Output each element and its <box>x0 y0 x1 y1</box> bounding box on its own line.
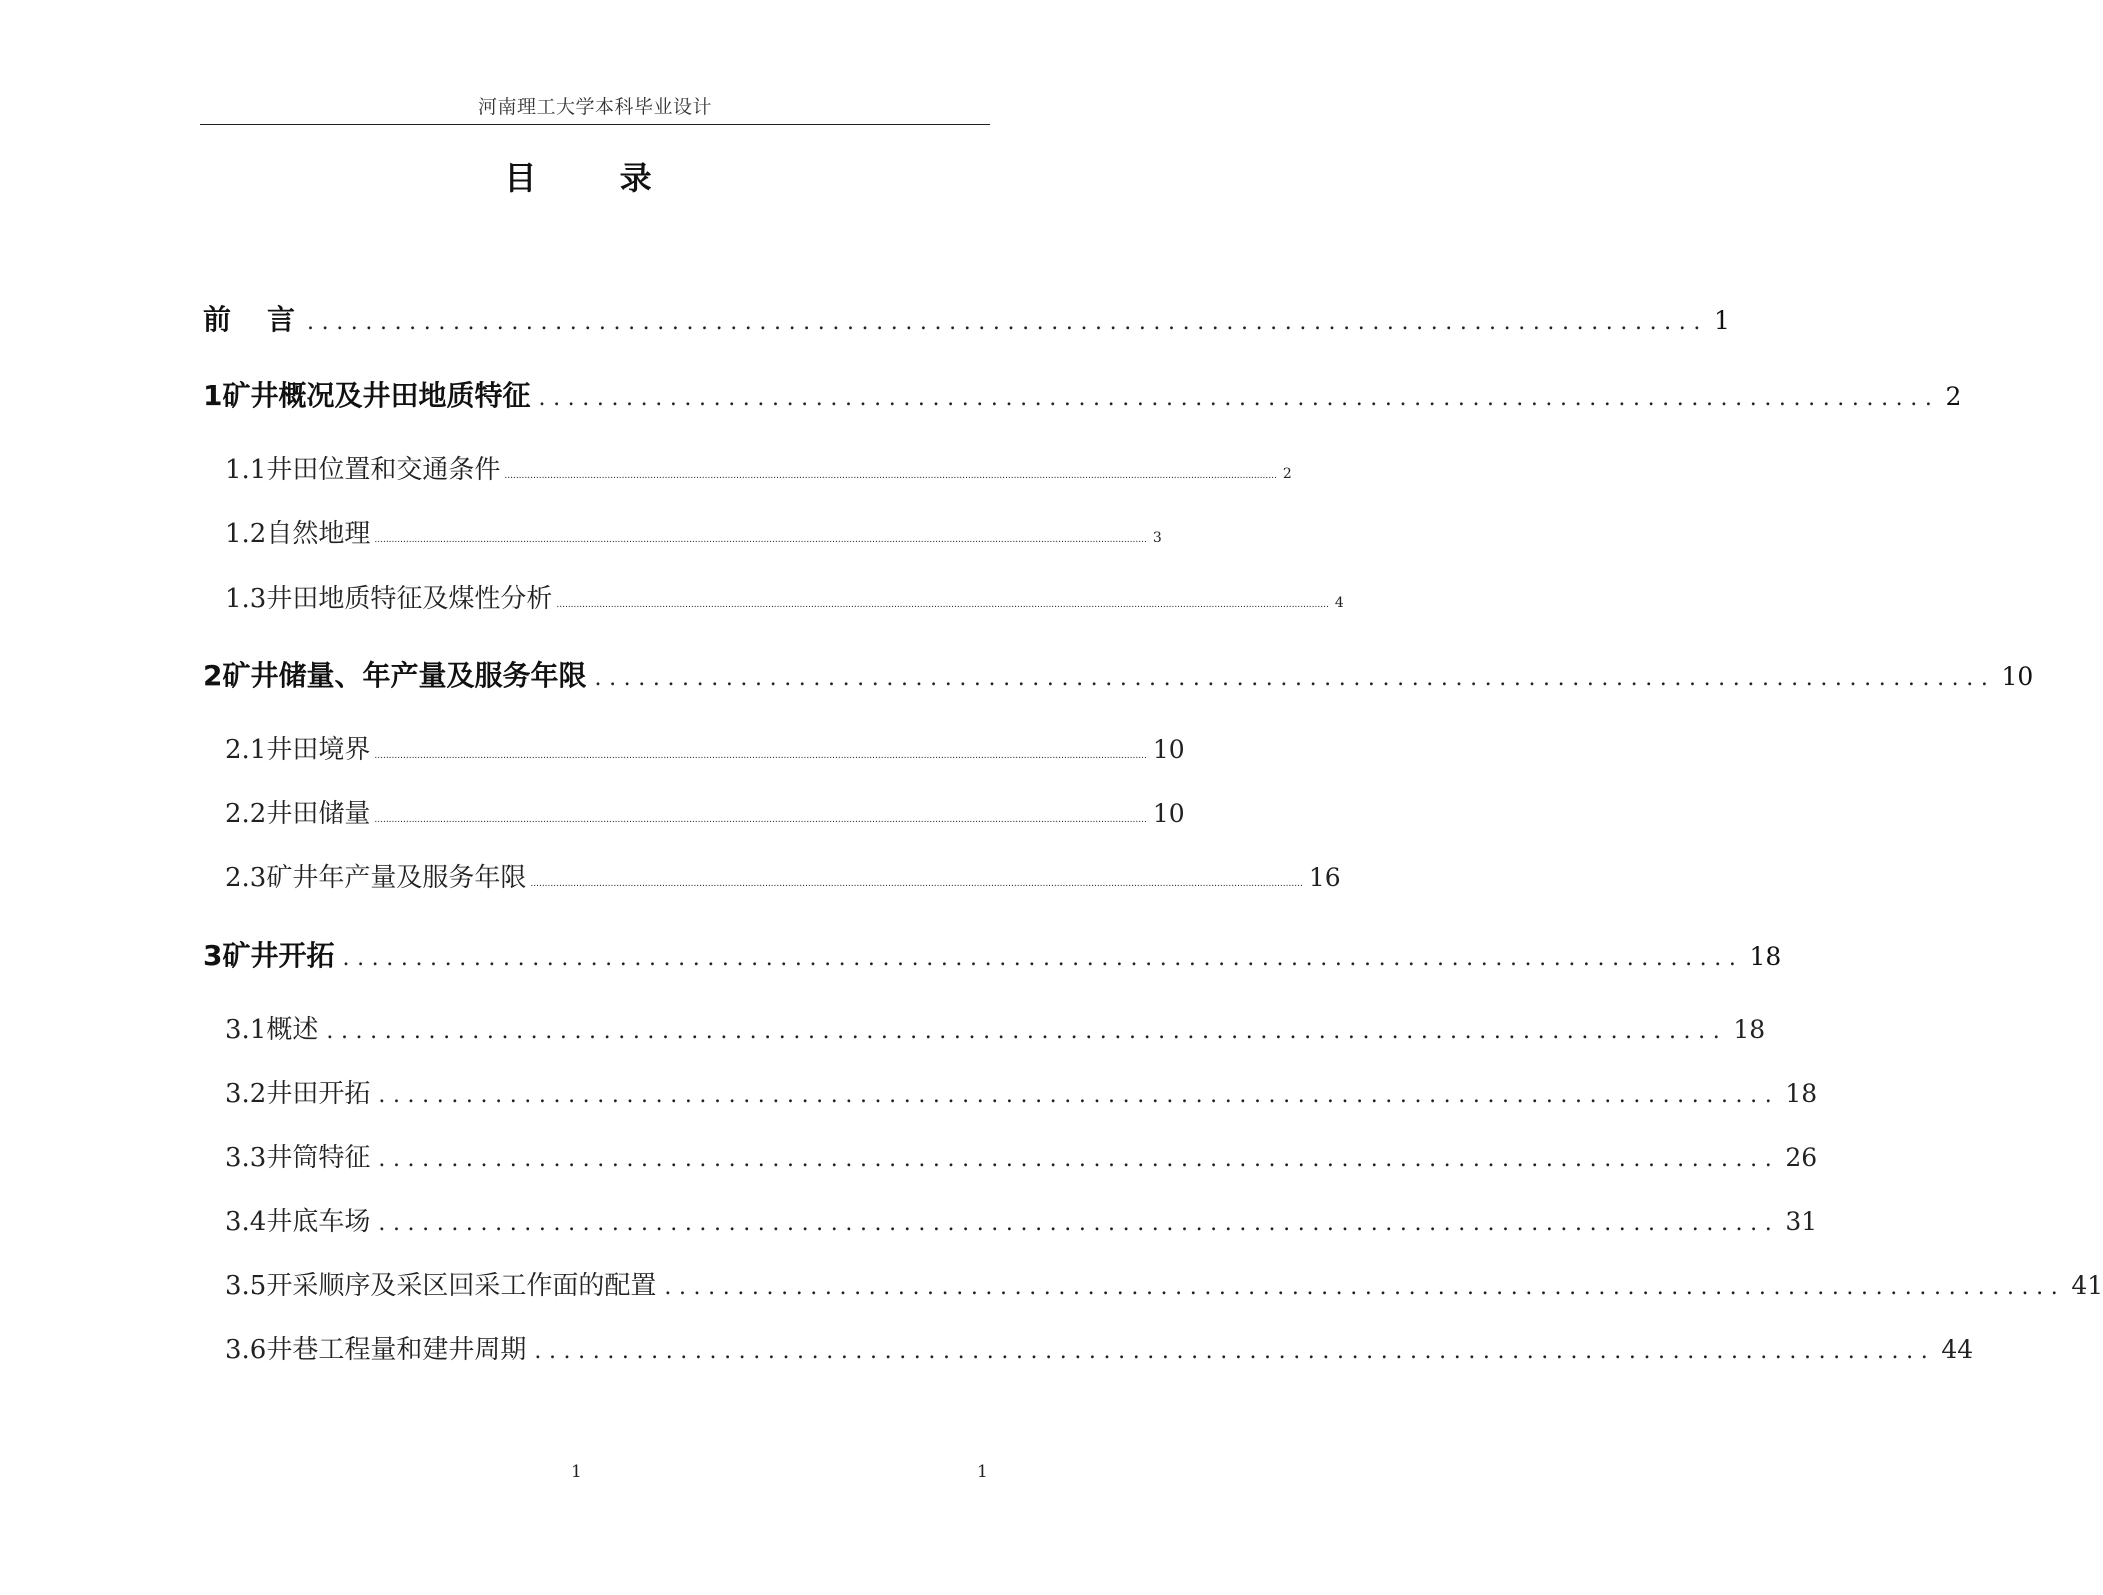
toc-entry-label: 井田境界 <box>266 735 371 765</box>
toc-entry-page: 2 <box>1945 382 1962 411</box>
toc-entry-number: 3.4 <box>225 1207 267 1237</box>
toc-entry-label: 概述 <box>266 1015 319 1045</box>
toc-leader: ................................................................................................ <box>664 1275 2066 1300</box>
toc-leader: .............................................................................................................................................................................................................................................................................. <box>504 471 1277 481</box>
toc-entry-page: 18 <box>1785 1079 1818 1108</box>
toc-entry-page: 44 <box>1941 1335 1974 1364</box>
toc-entry-label: 井田储量 <box>266 799 371 829</box>
toc-leader: ................................................................................................ <box>378 1083 1780 1108</box>
toc-entry-label: 开采顺序及采区回采工作面的配置 <box>266 1271 657 1301</box>
toc-leader: ................................................................................................ <box>538 386 1940 411</box>
toc-entry-number: 3.3 <box>225 1143 267 1173</box>
toc-entry-label: 矿井概况及井田地质特征 <box>222 379 531 412</box>
toc-entry-number: 1.3 <box>225 584 267 614</box>
toc-entry-number: 2.3 <box>225 863 267 893</box>
page-header <box>200 92 990 125</box>
toc-entry-number: 1.1 <box>225 455 267 485</box>
toc-leader: ................................................................................................ <box>378 1211 1780 1236</box>
toc-leader: .............................................................................................................................................................................................................................................................................. <box>530 879 1303 889</box>
toc-entry-page: 10 <box>1152 735 1185 764</box>
toc-entry-chapter-2[interactable] <box>0 656 2034 699</box>
toc-entry-page: 10 <box>1152 799 1185 828</box>
toc-entry-page: 4 <box>1334 595 1344 611</box>
toc-entry-chapter-3[interactable] <box>0 936 1782 979</box>
toc-entry-label: 井底车场 <box>266 1207 371 1237</box>
toc-entry-page: 3 <box>1152 530 1162 546</box>
toc-entry-page: 2 <box>1282 466 1292 482</box>
toc-entry-number: 3.2 <box>225 1079 267 1109</box>
toc-entry-page: 26 <box>1785 1143 1818 1172</box>
toc-entry-label: 矿井年产量及服务年限 <box>266 863 527 893</box>
toc-entry-section-2-1[interactable] <box>0 731 1185 775</box>
toc-entry-number: 1 <box>203 379 223 412</box>
toc-entry-label: 前 言 <box>203 303 300 336</box>
toc-entry-label: 井田开拓 <box>266 1079 371 1109</box>
toc-entry-page: 18 <box>1733 1015 1766 1044</box>
toc-entry-number: 1.2 <box>225 519 267 549</box>
footer-page-number-center: 1 <box>571 1462 582 1482</box>
toc-title: 目 录 <box>504 159 688 197</box>
toc-entry-section-3-5[interactable] <box>0 1267 2103 1307</box>
toc-entry-chapter-1[interactable] <box>0 376 1962 419</box>
toc-leader: ................................................................................................ <box>326 1019 1728 1044</box>
footer-page-number-right: 1 <box>977 1462 988 1482</box>
toc-entry-label: 井筒特征 <box>266 1143 371 1173</box>
toc-entry-preface[interactable] <box>0 300 1730 343</box>
toc-entry-section-3-6[interactable] <box>0 1331 1974 1371</box>
toc-entry-section-3-4[interactable] <box>0 1203 1818 1243</box>
toc-leader: ................................................................................................ <box>307 310 1708 335</box>
toc-entry-page: 31 <box>1785 1207 1818 1236</box>
toc-entry-page: 41 <box>2071 1271 2103 1300</box>
header-text: 河南理工大学本科毕业设计 <box>477 96 712 118</box>
toc-entry-page: 18 <box>1749 942 1782 971</box>
toc-entry-label: 矿井开拓 <box>222 939 335 972</box>
toc-leader: ................................................................................................ <box>534 1339 1936 1364</box>
toc-entry-label: 井巷工程量和建井周期 <box>266 1335 527 1365</box>
toc-leader: ................................................................................................ <box>378 1147 1780 1172</box>
toc-entry-number: 3.5 <box>225 1271 267 1301</box>
toc-entry-section-2-3[interactable] <box>0 859 1341 903</box>
toc-entry-number: 2.1 <box>225 735 267 765</box>
toc-entry-number: 3 <box>203 939 223 972</box>
toc-leader: ................................................................................................ <box>594 666 1996 691</box>
toc-entry-label: 矿井储量、年产量及服务年限 <box>222 659 587 692</box>
toc-leader: ................................................................................................ <box>342 946 1744 971</box>
toc-entry-section-1-1[interactable] <box>0 451 1292 495</box>
toc-entry-page: 16 <box>1308 863 1341 892</box>
toc-entry-section-1-2[interactable] <box>0 515 1162 559</box>
toc-entry-number: 2.2 <box>225 799 267 829</box>
toc-leader: .............................................................................................................................................................................................................................................................................. <box>374 751 1147 761</box>
toc-entry-page: 1 <box>1713 306 1730 335</box>
toc-leader: .............................................................................................................................................................................................................................................................................. <box>374 535 1147 545</box>
toc-entry-section-3-3[interactable] <box>0 1139 1818 1179</box>
toc-entry-section-2-2[interactable] <box>0 795 1185 839</box>
toc-entry-number: 2 <box>203 659 223 692</box>
toc-entry-number: 3.6 <box>225 1335 267 1365</box>
toc-entry-label: 井田位置和交通条件 <box>266 455 501 485</box>
toc-entry-section-1-3[interactable] <box>0 580 1344 624</box>
toc-entry-page: 10 <box>2001 662 2034 691</box>
toc-leader: .............................................................................................................................................................................................................................................................................. <box>374 815 1147 825</box>
toc-entry-number: 3.1 <box>225 1015 267 1045</box>
toc-entry-section-3-1[interactable] <box>0 1011 1766 1051</box>
toc-entry-section-3-2[interactable] <box>0 1075 1818 1115</box>
toc-leader: .............................................................................................................................................................................................................................................................................. <box>556 600 1329 610</box>
toc-entry-label: 井田地质特征及煤性分析 <box>266 584 553 614</box>
toc-entry-label: 自然地理 <box>266 519 371 549</box>
